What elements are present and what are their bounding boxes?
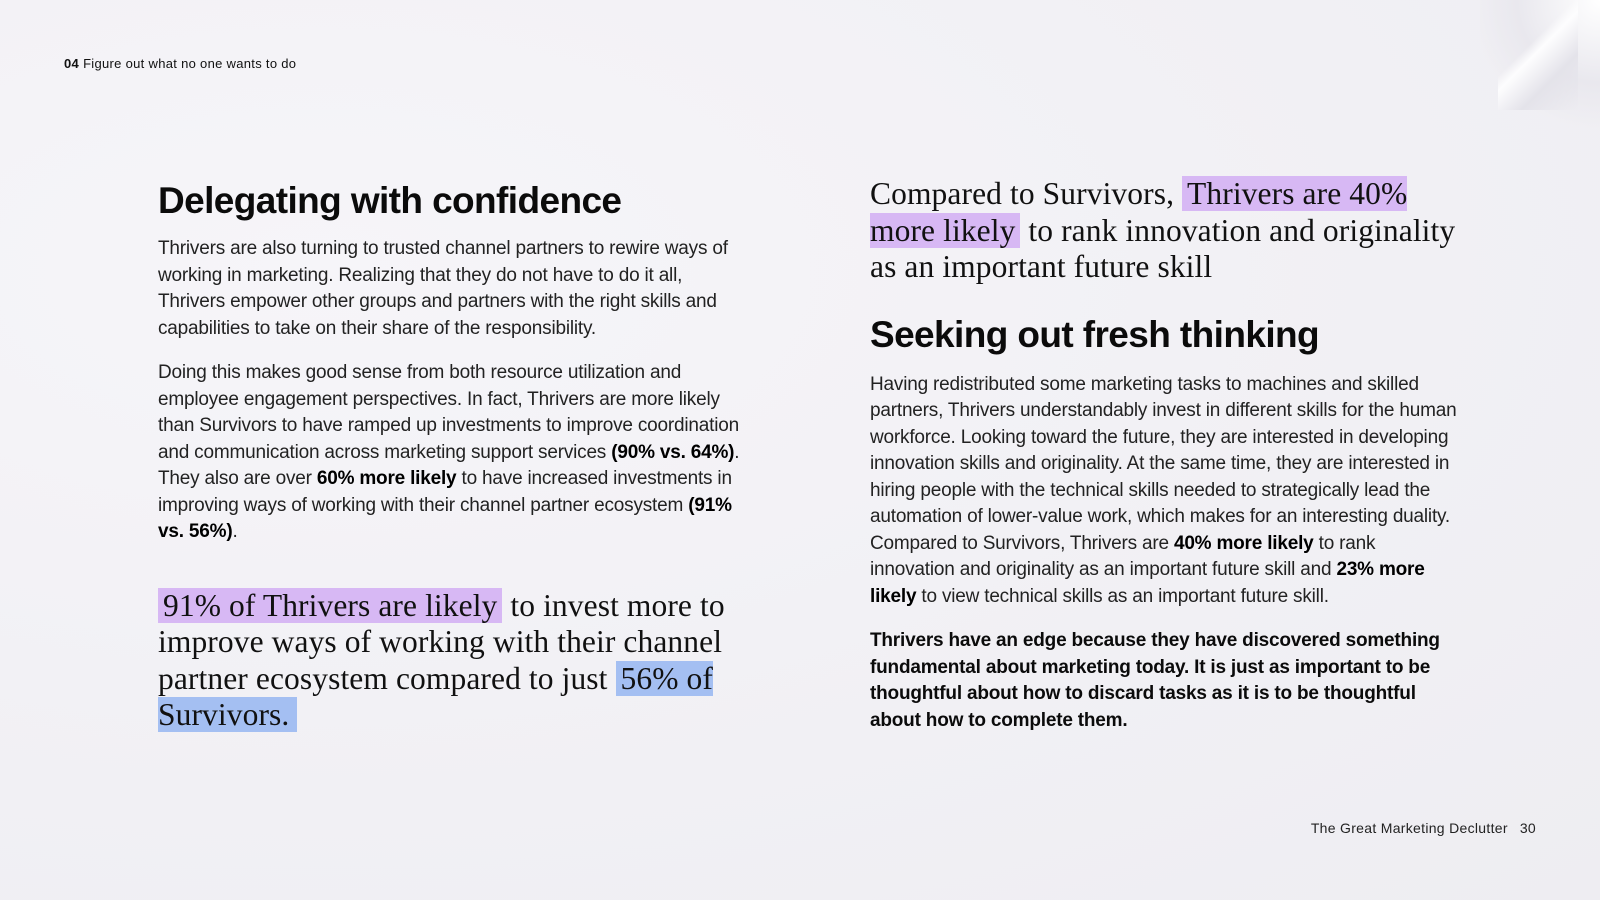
pull-quote-left xyxy=(158,588,743,734)
stat-60-more-likely: 60% more likely xyxy=(316,468,457,489)
pull-quote-right xyxy=(870,176,1460,286)
text-run: . xyxy=(232,521,238,542)
section-number: 04 xyxy=(64,56,80,71)
quote-text: to rank innovation and originality as an important future skill xyxy=(870,212,1456,284)
closing-statement: Thrivers have an edge because they have discovered something fundamental about marketing today. It is just as important to be thoughtful about how to discard tasks as it is to be thoughtful about how to complete them. xyxy=(870,630,1440,731)
text-run: . They also are over xyxy=(158,441,740,489)
paragraph-delegating-1: Thrivers are also turning to trusted channel partners to rewire ways of working in marketing. Realizing that they do not have to do it all, Thrivers empower other groups and partners with the right skills and capabilities to take on their share of the responsibility. xyxy=(158,238,728,339)
quote-text: to invest more to improve ways of working with their channel partner ecosystem compared to just xyxy=(158,587,725,696)
highlight-survivors-56: 56% of Survivors. xyxy=(158,660,713,732)
footer xyxy=(1311,820,1536,836)
highlight-thrivers-91: 91% of Thrivers are likely xyxy=(158,588,502,623)
highlight-thrivers-40: Thrivers are 40% more likely xyxy=(870,176,1408,248)
text-run: to rank innovation and originality as an important future skill and xyxy=(870,532,1376,580)
section-tag xyxy=(64,56,296,71)
text-run: Having redistributed some marketing tasks to machines and skilled partners, Thrivers understandably invest in different skills for the human workforce. Looking toward the future, they are interested in developing innovation skills and originality. At the same time, they are interested in hiring people with the technical skills needed to strategically lead the automation of lower-value work, which makes for an interesting duality. Compared to Survivors, Thrivers are xyxy=(870,373,1457,554)
stat-91-vs-56: (91% vs. 56%) xyxy=(158,494,732,542)
heading-delegating: Delegating with confidence xyxy=(158,180,622,221)
paragraph-fresh-thinking xyxy=(870,372,1460,611)
left-column xyxy=(158,178,743,734)
text-run: to view technical skills as an important future skill. xyxy=(916,585,1329,607)
stat-23-more-likely: 23% more likely xyxy=(870,559,1425,607)
stat-90-vs-64: (90% vs. 64%) xyxy=(611,441,735,463)
paragraph-delegating-2 xyxy=(158,360,743,546)
document-title: The Great Marketing Declutter xyxy=(1310,820,1508,836)
text-run: Doing this makes good sense from both resource utilization and employee engagement perspectives. In fact, Thrivers are more likely than Survivors to have ramped up investments to improve coordination and communication across marketing support services xyxy=(158,362,739,463)
right-column xyxy=(870,178,1460,734)
page-curl-edge xyxy=(1498,0,1578,110)
quote-text: Compared to Survivors, xyxy=(870,176,1175,211)
text-run: to have increased investments in improving ways of working with their channel partner ecosystem xyxy=(158,468,732,516)
page-number: 30 xyxy=(1519,820,1536,836)
section-title: Figure out what no one wants to do xyxy=(83,56,297,71)
heading-fresh-thinking: Seeking out fresh thinking xyxy=(870,313,1319,355)
stat-40-more-likely: 40% more likely xyxy=(1173,532,1314,554)
